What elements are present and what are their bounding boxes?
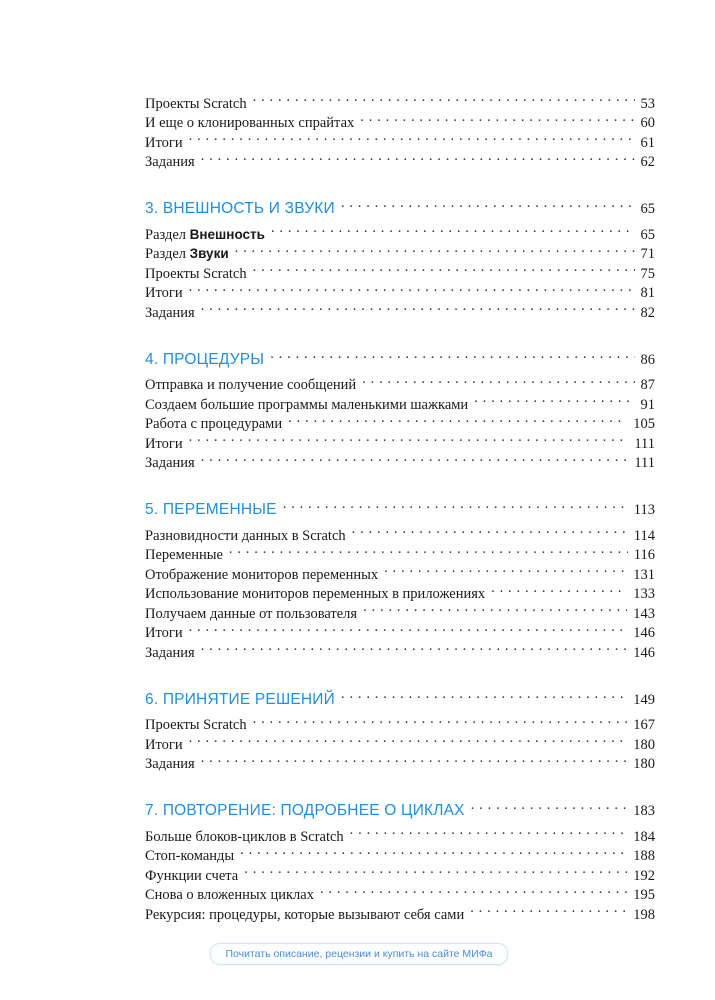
chapter-heading[interactable] [145,338,655,368]
entry-title [145,454,195,474]
dot-leader [283,488,628,514]
toc-section [145,338,655,471]
page-number: 53 [640,95,655,112]
toc-entry[interactable] [145,127,655,151]
chapter-title: 3. ВНЕШНОСТЬ И ЗВУКИ [145,200,335,217]
page-number: 183 [633,803,655,819]
page-number: 65 [640,201,655,217]
page-number: 198 [633,906,655,923]
entry-title-text: Переменные [145,547,223,563]
dot-leader [384,559,627,579]
toc-entry[interactable] [145,278,655,301]
entry-title-text: Итоги [145,625,183,641]
page-number: 146 [633,625,655,641]
toc-entry[interactable] [145,749,655,772]
chapter-heading[interactable] [145,488,655,518]
entry-title [145,546,223,566]
page-number: 81 [640,285,655,301]
page-number: 65 [640,226,655,243]
page-number: 195 [633,887,655,903]
entry-title [145,153,195,173]
dot-leader [229,540,628,560]
entry-title-text: Получаем данные от пользователя [145,605,358,622]
toc-entry[interactable] [145,428,655,452]
page-number: 188 [633,848,655,864]
dot-leader [201,637,628,657]
page-number: 192 [633,867,655,884]
page-number: 60 [640,115,655,131]
page-number: 180 [633,756,655,772]
dot-leader [341,187,635,213]
page-number: 143 [633,605,655,622]
dot-leader [470,899,627,919]
dot-leader [363,598,627,618]
dot-leader [235,239,635,259]
dot-leader [189,618,628,638]
entry-title-text: Функции счета [145,867,239,884]
dot-leader [201,147,635,167]
entry-title-text: Задания [145,304,195,321]
entry-title [145,435,183,455]
entry-title-bold: Внешность [189,226,265,242]
entry-title [145,95,247,115]
toc-entry[interactable] [145,448,655,471]
page-number: 131 [633,566,655,583]
toc-entry[interactable] [145,729,655,753]
entry-title-bold: Звуки [189,246,229,261]
entry-title-text: Больше блоков-циклов в Scratch [145,828,344,845]
page-number: 180 [633,736,655,753]
toc-entry[interactable] [145,637,655,661]
entry-title-text: Стоп-команды [145,848,235,864]
entry-title [145,755,195,775]
entry-title-text: Раздел [145,246,190,262]
dot-leader [360,108,634,128]
page-number: 114 [633,527,655,544]
entry-title [145,644,195,664]
entry-title-text: Итоги [145,435,183,452]
dot-leader [271,219,635,239]
entry-title [145,624,183,644]
entry-title-text: Задания [145,756,195,772]
dot-leader [201,448,629,468]
toc-entry[interactable] [145,88,655,112]
toc-section [145,678,655,772]
entry-title [145,906,464,926]
entry-title [145,376,356,396]
entry-title-text: Разновидности данных в Scratch [145,527,346,544]
page-number: 146 [633,644,655,661]
entry-title-text: Итоги [145,285,183,301]
page-number: 184 [633,828,655,845]
dot-leader [240,841,627,861]
table-of-contents [145,88,655,940]
buy-link[interactable]: Почитать описание, рецензии и купить на сайте МИФа [210,943,508,965]
chapter-title: 7. ПОВТОРЕНИЕ: ПОДРОБНЕЕ О ЦИКЛАХ [145,802,465,819]
dot-leader [471,789,628,815]
entry-title [145,867,238,887]
dot-leader [189,127,635,147]
toc-section [145,488,655,661]
dot-leader [189,729,628,749]
page-number: 113 [633,502,655,518]
entry-title [145,304,195,324]
toc-section [145,789,655,923]
chapter-heading[interactable] [145,678,655,708]
dot-leader [201,297,635,317]
dot-leader [341,678,627,704]
dot-leader [270,338,634,364]
entry-title [145,284,183,304]
page-number: 167 [633,717,655,733]
page-number: 61 [640,134,655,151]
dot-leader [491,579,627,599]
entry-title-text: Задания [145,644,195,661]
toc-entry[interactable] [145,297,655,321]
chapter-heading[interactable] [145,187,655,217]
chapter-title: 5. ПЕРЕМЕННЫЕ [145,501,277,518]
dot-leader [320,880,627,900]
chapter-heading[interactable] [145,789,655,819]
entry-title-text: Раздел [145,226,190,243]
toc-section [145,88,655,170]
dot-leader [253,88,635,108]
dot-leader [352,520,628,540]
toc-entry[interactable] [145,147,655,170]
entry-title [145,847,234,867]
entry-title-text: Создаем большие программы маленькими шажками [145,396,469,413]
page-number: 71 [640,246,655,262]
dot-leader [253,710,628,730]
entry-title [145,566,378,586]
dot-leader [189,278,635,298]
entry-title [145,244,229,265]
dot-leader [189,428,629,448]
entry-title-text: Использование мониторов переменных в приложениях [145,586,486,602]
entry-title [145,886,314,906]
page-number: 111 [634,435,655,452]
entry-title-text: И еще о клонированных спрайтах [145,115,355,131]
entry-title-text: Итоги [145,134,183,151]
dot-leader [253,258,635,278]
dot-leader [244,860,627,880]
page-number: 111 [634,455,655,471]
entry-title-text: Проекты Scratch [145,265,247,282]
page-number: 62 [640,154,655,170]
entry-title-text: Работа с процедурами [145,416,283,432]
page-number: 91 [640,396,655,413]
toc-entry[interactable] [145,618,655,641]
page-number: 105 [633,416,655,432]
chapter-title: 4. ПРОЦЕДУРЫ [145,350,265,368]
entry-title [145,736,183,756]
entry-title-text: Проекты Scratch [145,717,247,733]
toc-section [145,187,655,321]
page-number: 75 [640,265,655,282]
page-number: 133 [633,586,655,602]
dot-leader [350,821,628,841]
entry-title-text: Рекурсия: процедуры, которые вызывают себя сами [145,906,465,923]
page-number: 116 [633,547,655,563]
entry-title-text: Итоги [145,736,183,753]
dot-leader [474,389,634,409]
chapter-title: 6. ПРИНЯТИЕ РЕШЕНИЙ [145,690,335,708]
entry-title-text: Отправка и получение сообщений [145,377,357,393]
page-number: 82 [640,304,655,321]
dot-leader [362,370,634,390]
entry-title-text: Проекты Scratch [145,95,247,112]
entry-title-text: Задания [145,455,195,471]
dot-leader [288,409,627,429]
dot-leader [201,749,628,769]
entry-title-text: Снова о вложенных циклах [145,887,314,903]
entry-title-text: Задания [145,154,195,170]
page-number: 86 [640,351,655,368]
page-number: 87 [640,377,655,393]
page-number: 149 [633,691,655,708]
entry-title [145,134,183,154]
entry-title-text: Отображение мониторов переменных [145,566,379,583]
